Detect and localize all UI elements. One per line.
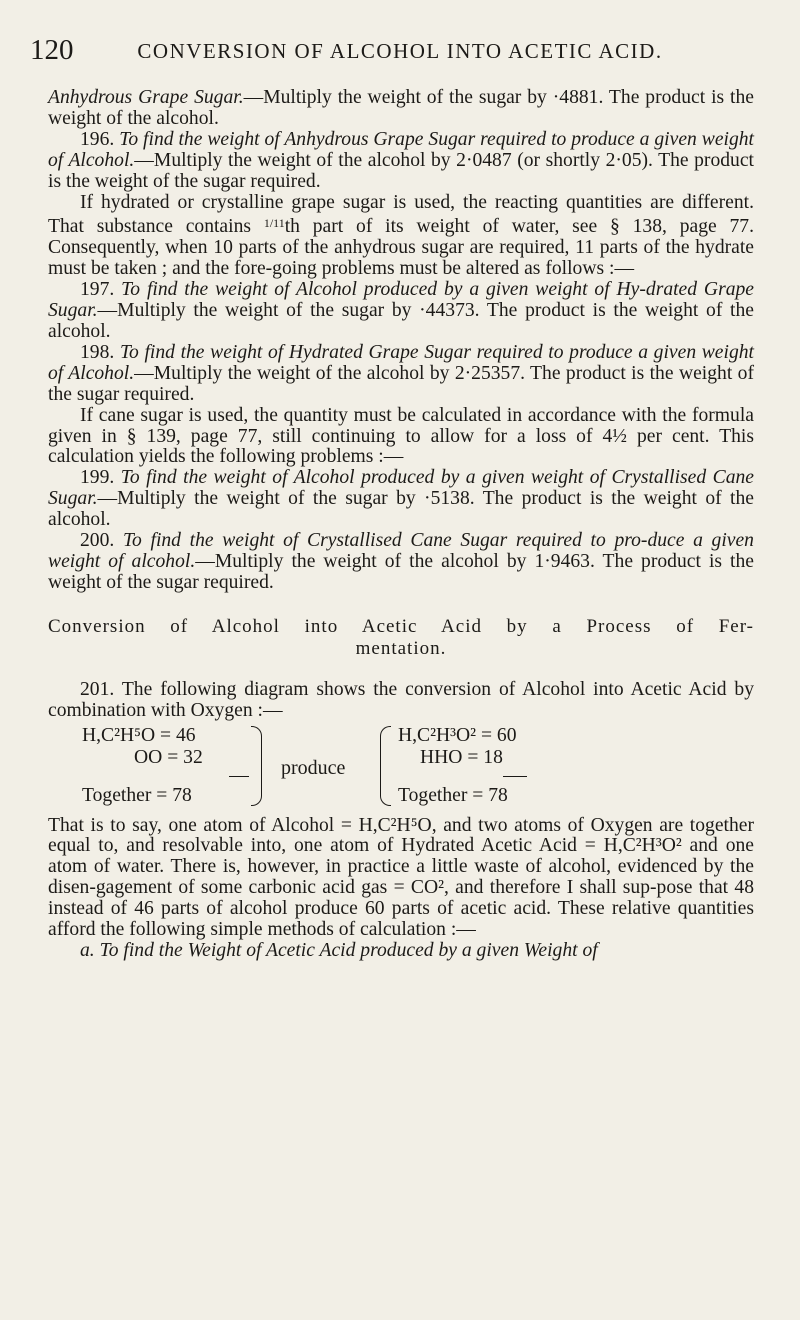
- page-number: 120: [30, 34, 74, 66]
- paragraph-text: per cent. This calculation yields the following problems :—: [48, 425, 754, 468]
- problem-title: To find the weight of Anhydrous Grape Sugar required to produce a given weight of Alcohol.: [48, 128, 754, 171]
- problem-title: To find the weight of Alcohol produced by a given weight of Hy-drated Grape Sugar.: [48, 279, 754, 322]
- formula-water: HHO = 18: [420, 746, 503, 768]
- paragraph-text: If hydrated or crystalline grape sugar is used, the reacting quantities are different. That substance contains: [48, 191, 754, 238]
- problem-197: [48, 280, 754, 343]
- paragraph-cane-sugar: [48, 406, 754, 469]
- problem-196: [48, 130, 754, 193]
- problem-text: The following diagram shows the conversion of Alcohol into Acetic Acid by combination with Oxygen :—: [48, 678, 754, 721]
- fraction: ½: [612, 425, 627, 447]
- right-brace: [380, 726, 391, 806]
- problem-number: a.: [80, 940, 95, 961]
- running-head: CONVERSION OF ALCOHOL INTO ACETIC ACID.: [137, 39, 663, 63]
- problem-number: 197.: [80, 279, 115, 301]
- problem-199: [48, 468, 754, 531]
- formula-alcohol: H,C²H⁵O = 46: [82, 724, 196, 746]
- paragraph-anhydrous-sugar: [48, 88, 754, 130]
- total-left: Together = 78: [82, 784, 192, 806]
- paragraph-text: —Multiply the weight of the sugar by ·4881. The product is the weight of the alcohol.: [48, 87, 754, 129]
- produce-label: produce: [281, 756, 346, 779]
- paragraph-title: Anhydrous Grape Sugar.: [48, 87, 244, 108]
- problem-200: [48, 531, 754, 594]
- page-header: [30, 30, 770, 70]
- formula-acetic-acid: H,C²H³O² = 60: [398, 724, 517, 746]
- section-heading-line: mentation.: [355, 637, 447, 659]
- left-brace: [251, 726, 262, 806]
- problem-text: —Multiply the weight of the sugar by ·5138. The product is the weight of the alcohol.: [48, 488, 754, 531]
- paragraph-text: th part of its weight of water, see § 138, page 77. Consequently, when 10 parts of the anhydrous sugar are required, 11 parts of the hydrate must be taken ; and the fore-going problems must be altered as follows :—: [48, 216, 754, 280]
- sum-rule: [503, 776, 527, 777]
- problem-text: —Multiply the weight of the alcohol by 2·25357. The product is the weight of the sugar required.: [48, 362, 754, 405]
- section-heading: [48, 616, 754, 660]
- problem-198: [48, 343, 754, 406]
- problem-number: 198.: [80, 341, 115, 363]
- problem-text: —Multiply the weight of the alcohol by 1·9463. The product is the weight of the sugar required.: [48, 550, 754, 593]
- problem-text: —Multiply the weight of the sugar by ·44373. The product is the weight of the alcohol.: [48, 300, 754, 342]
- problem-201: [48, 680, 754, 722]
- problem-a: [48, 941, 754, 962]
- formula-oxygen: OO = 32: [134, 746, 203, 768]
- paragraph-hydrated-sugar: [48, 193, 754, 281]
- section-heading-line: Conversion of Alcohol into Acetic Acid by a Process of Fer-: [48, 615, 754, 637]
- problem-number: 199.: [80, 467, 115, 489]
- problem-title: To find the weight of Alcohol produced by a given weight of Crystallised Cane Sugar.: [48, 467, 754, 510]
- problem-title: To find the weight of Crystallised Cane Sugar required to pro-duce a given weight of alcohol.: [48, 530, 754, 572]
- sum-rule: [229, 776, 249, 777]
- problem-title: To find the weight of Hydrated Grape Sugar required to produce a given weight of Alcohol.: [48, 341, 754, 384]
- problem-title: To find the Weight of Acetic Acid produced by a given Weight of: [99, 940, 598, 961]
- problem-number: 196.: [80, 128, 115, 150]
- total-right: Together = 78: [398, 784, 508, 806]
- problem-number: 200.: [80, 530, 115, 552]
- paragraph-explanation: [48, 816, 754, 941]
- paragraph-text: If cane sugar is used, the quantity must be calculated in accordance with the formula given in § 139, page 77, still continuing to allow for a loss of 4: [48, 404, 754, 447]
- reaction-diagram: [48, 722, 754, 810]
- fraction: 1/11: [263, 216, 285, 231]
- problem-number: 201.: [80, 678, 115, 700]
- paragraph-text: That is to say, one atom of Alcohol = H,C²H⁵O, and two atoms of Oxygen are together equal to, and resolvable into, one atom of Hydrated Acetic Acid = H,C²H³O² and one atom of water. There is, however, in practice a little waste of alcohol, evidenced by the disen-gagement of some carbonic acid gas = CO², and therefore I shall sup-pose that 48 instead of 46 parts of alcohol produce 60 parts of acetic acid. These relative quantities afford the following simple methods of calculation :—: [48, 814, 754, 941]
- page-body: [48, 88, 754, 962]
- problem-text: —Multiply the weight of the alcohol by 2·0487 (or shortly 2·05). The product is the weight of the sugar required.: [48, 149, 754, 192]
